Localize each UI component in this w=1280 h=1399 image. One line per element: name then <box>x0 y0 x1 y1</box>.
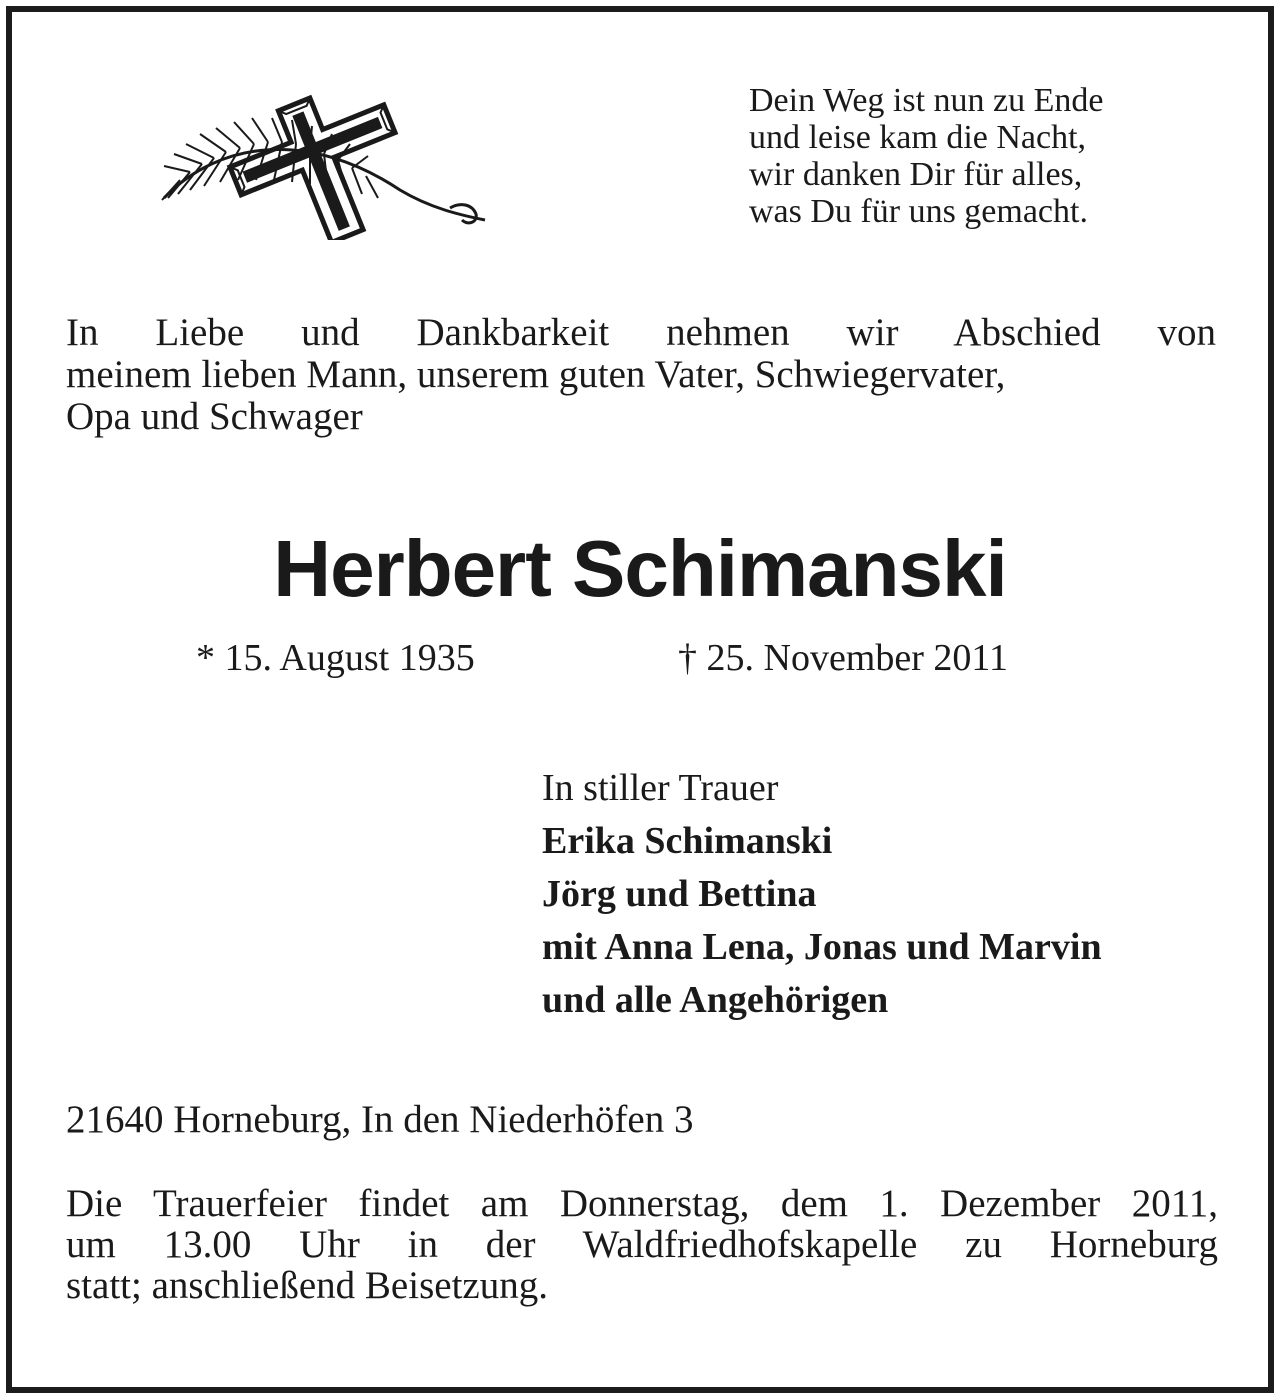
poem-line: wir danken Dir für alles, <box>749 156 1083 193</box>
poem-line: und leise kam die Nacht, <box>749 119 1087 156</box>
mourner-name: mit Anna Lena, Jonas und Marvin <box>542 926 1102 968</box>
poem-line: Dein Weg ist nun zu Ende <box>749 82 1104 119</box>
mourner-name: Erika Schimanski <box>542 820 833 862</box>
cross-with-palm-frond-icon <box>150 80 495 240</box>
mourner-name: und alle Angehörigen <box>542 979 889 1021</box>
service-line: Die Trauerfeier findet am Donnerstag, dem 1. Dezember 2011, <box>66 1182 1218 1225</box>
intro-line: meinem lieben Mann, unserem guten Vater, Schwiegervater, <box>66 353 1006 396</box>
intro-line: Opa und Schwager <box>66 395 363 438</box>
farewell-intro <box>66 312 1216 438</box>
mourner-name: Jörg und Bettina <box>542 873 817 915</box>
birth-date: * 15. August 1935 <box>196 637 475 679</box>
address: 21640 Horneburg, In den Niederhöfen 3 <box>66 1098 694 1141</box>
funeral-service-info <box>66 1183 1218 1306</box>
memorial-poem <box>749 82 1229 230</box>
service-line: um 13.00 Uhr in der Waldfriedhofskapelle zu Horneburg <box>66 1223 1218 1266</box>
deceased-name: Herbert Schimanski <box>273 524 1007 613</box>
service-line: statt; anschließend Beisetzung. <box>66 1264 548 1307</box>
intro-line: In Liebe und Dankbarkeit nehmen wir Abschied von <box>66 311 1216 354</box>
mourners-block <box>542 762 1242 1027</box>
poem-line: was Du für uns gemacht. <box>749 193 1088 230</box>
death-date: † 25. November 2011 <box>678 637 1008 679</box>
mourning-heading: In stiller Trauer <box>542 767 779 809</box>
